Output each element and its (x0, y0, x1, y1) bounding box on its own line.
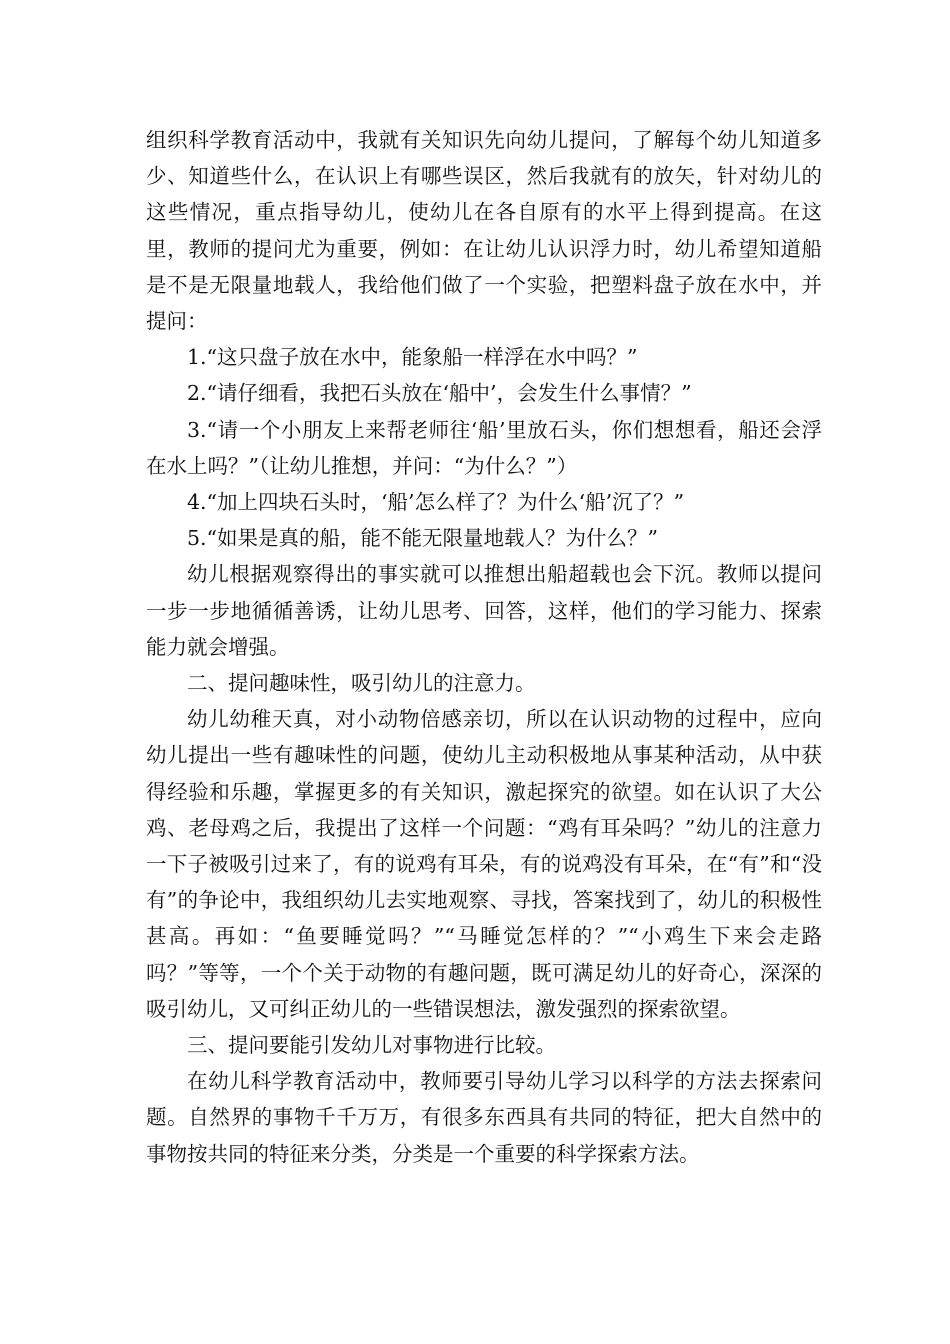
section-heading-2: 二、提问趣味性，吸引幼儿的注意力。 (187, 671, 536, 696)
paragraph-conclusion: 幼儿根据观察得出的事实就可以推想出船超载也会下沉。教师以提问一步一步地循循善诱，让幼儿思考、回答，这样，他们的学习能力、探索能力就会增强。 (146, 562, 822, 659)
document-body (146, 122, 822, 1172)
question-item-1: 1.“这只盘子放在水中，能象船一样浮在水中吗？” (187, 345, 638, 370)
question-item-3: 3.“请一个小朋友上来帮老师往‘船’里放石头，你们想想看，船还会浮在水上吗？”（让幼儿推想，并问：“为什么？”） (146, 417, 822, 478)
paragraph-comparison: 在幼儿科学教育活动中，教师要引导幼儿学习以科学的方法去探索问题。自然界的事物千千万万，有很多东西具有共同的特征，把大自然中的事物按共同的特征来分类，分类是一个重要的科学探索方法。 (146, 1069, 822, 1166)
paragraph-interest: 幼儿幼稚天真，对小动物倍感亲切，所以在认识动物的过程中，应向幼儿提出一些有趣味性的问题，使幼儿主动积极地从事某种活动，从中获得经验和乐趣，掌握更多的有关知识，激起探究的欲望。如在认识了大公鸡、老母鸡之后，我提出了这样一个问题：“鸡有耳朵吗？”幼儿的注意力一下子被吸引过来了，有的说鸡有耳朵，有的说鸡没有耳朵，在“有”和“没有”的争论中，我组织幼儿去实地观察、寻找，答案找到了，幼儿的积极性甚高。再如：“鱼要睡觉吗？”“马睡觉怎样的？”“小鸡生下来会走路吗？”等等，一个个关于动物的有趣问题，既可满足幼儿的好奇心，深深的吸引幼儿，又可纠正幼儿的一些错误想法，激发强烈的探索欲望。 (146, 707, 822, 1021)
question-item-4: 4.“加上四块石头时，‘船’怎么样了？为什么‘船’沉了？” (187, 490, 685, 515)
section-heading-3: 三、提问要能引发幼儿对事物进行比较。 (187, 1033, 556, 1058)
question-item-5: 5.“如果是真的船，能不能无限量地载人？为什么？” (187, 526, 659, 551)
paragraph-intro: 组织科学教育活动中，我就有关知识先向幼儿提问，了解每个幼儿知道多少、知道些什么，在认识上有哪些误区，然后我就有的放矢，针对幼儿的这些情况，重点指导幼儿，使幼儿在各自原有的水平上得到提高。在这里，教师的提问尤为重要，例如：在让幼儿认识浮力时，幼儿希望知道船是不是无限量地载人，我给他们做了一个实验，把塑料盘子放在水中，并提问： (146, 128, 822, 334)
question-item-2: 2.“请仔细看，我把石头放在‘船中’，会发生什么事情？” (187, 381, 692, 406)
